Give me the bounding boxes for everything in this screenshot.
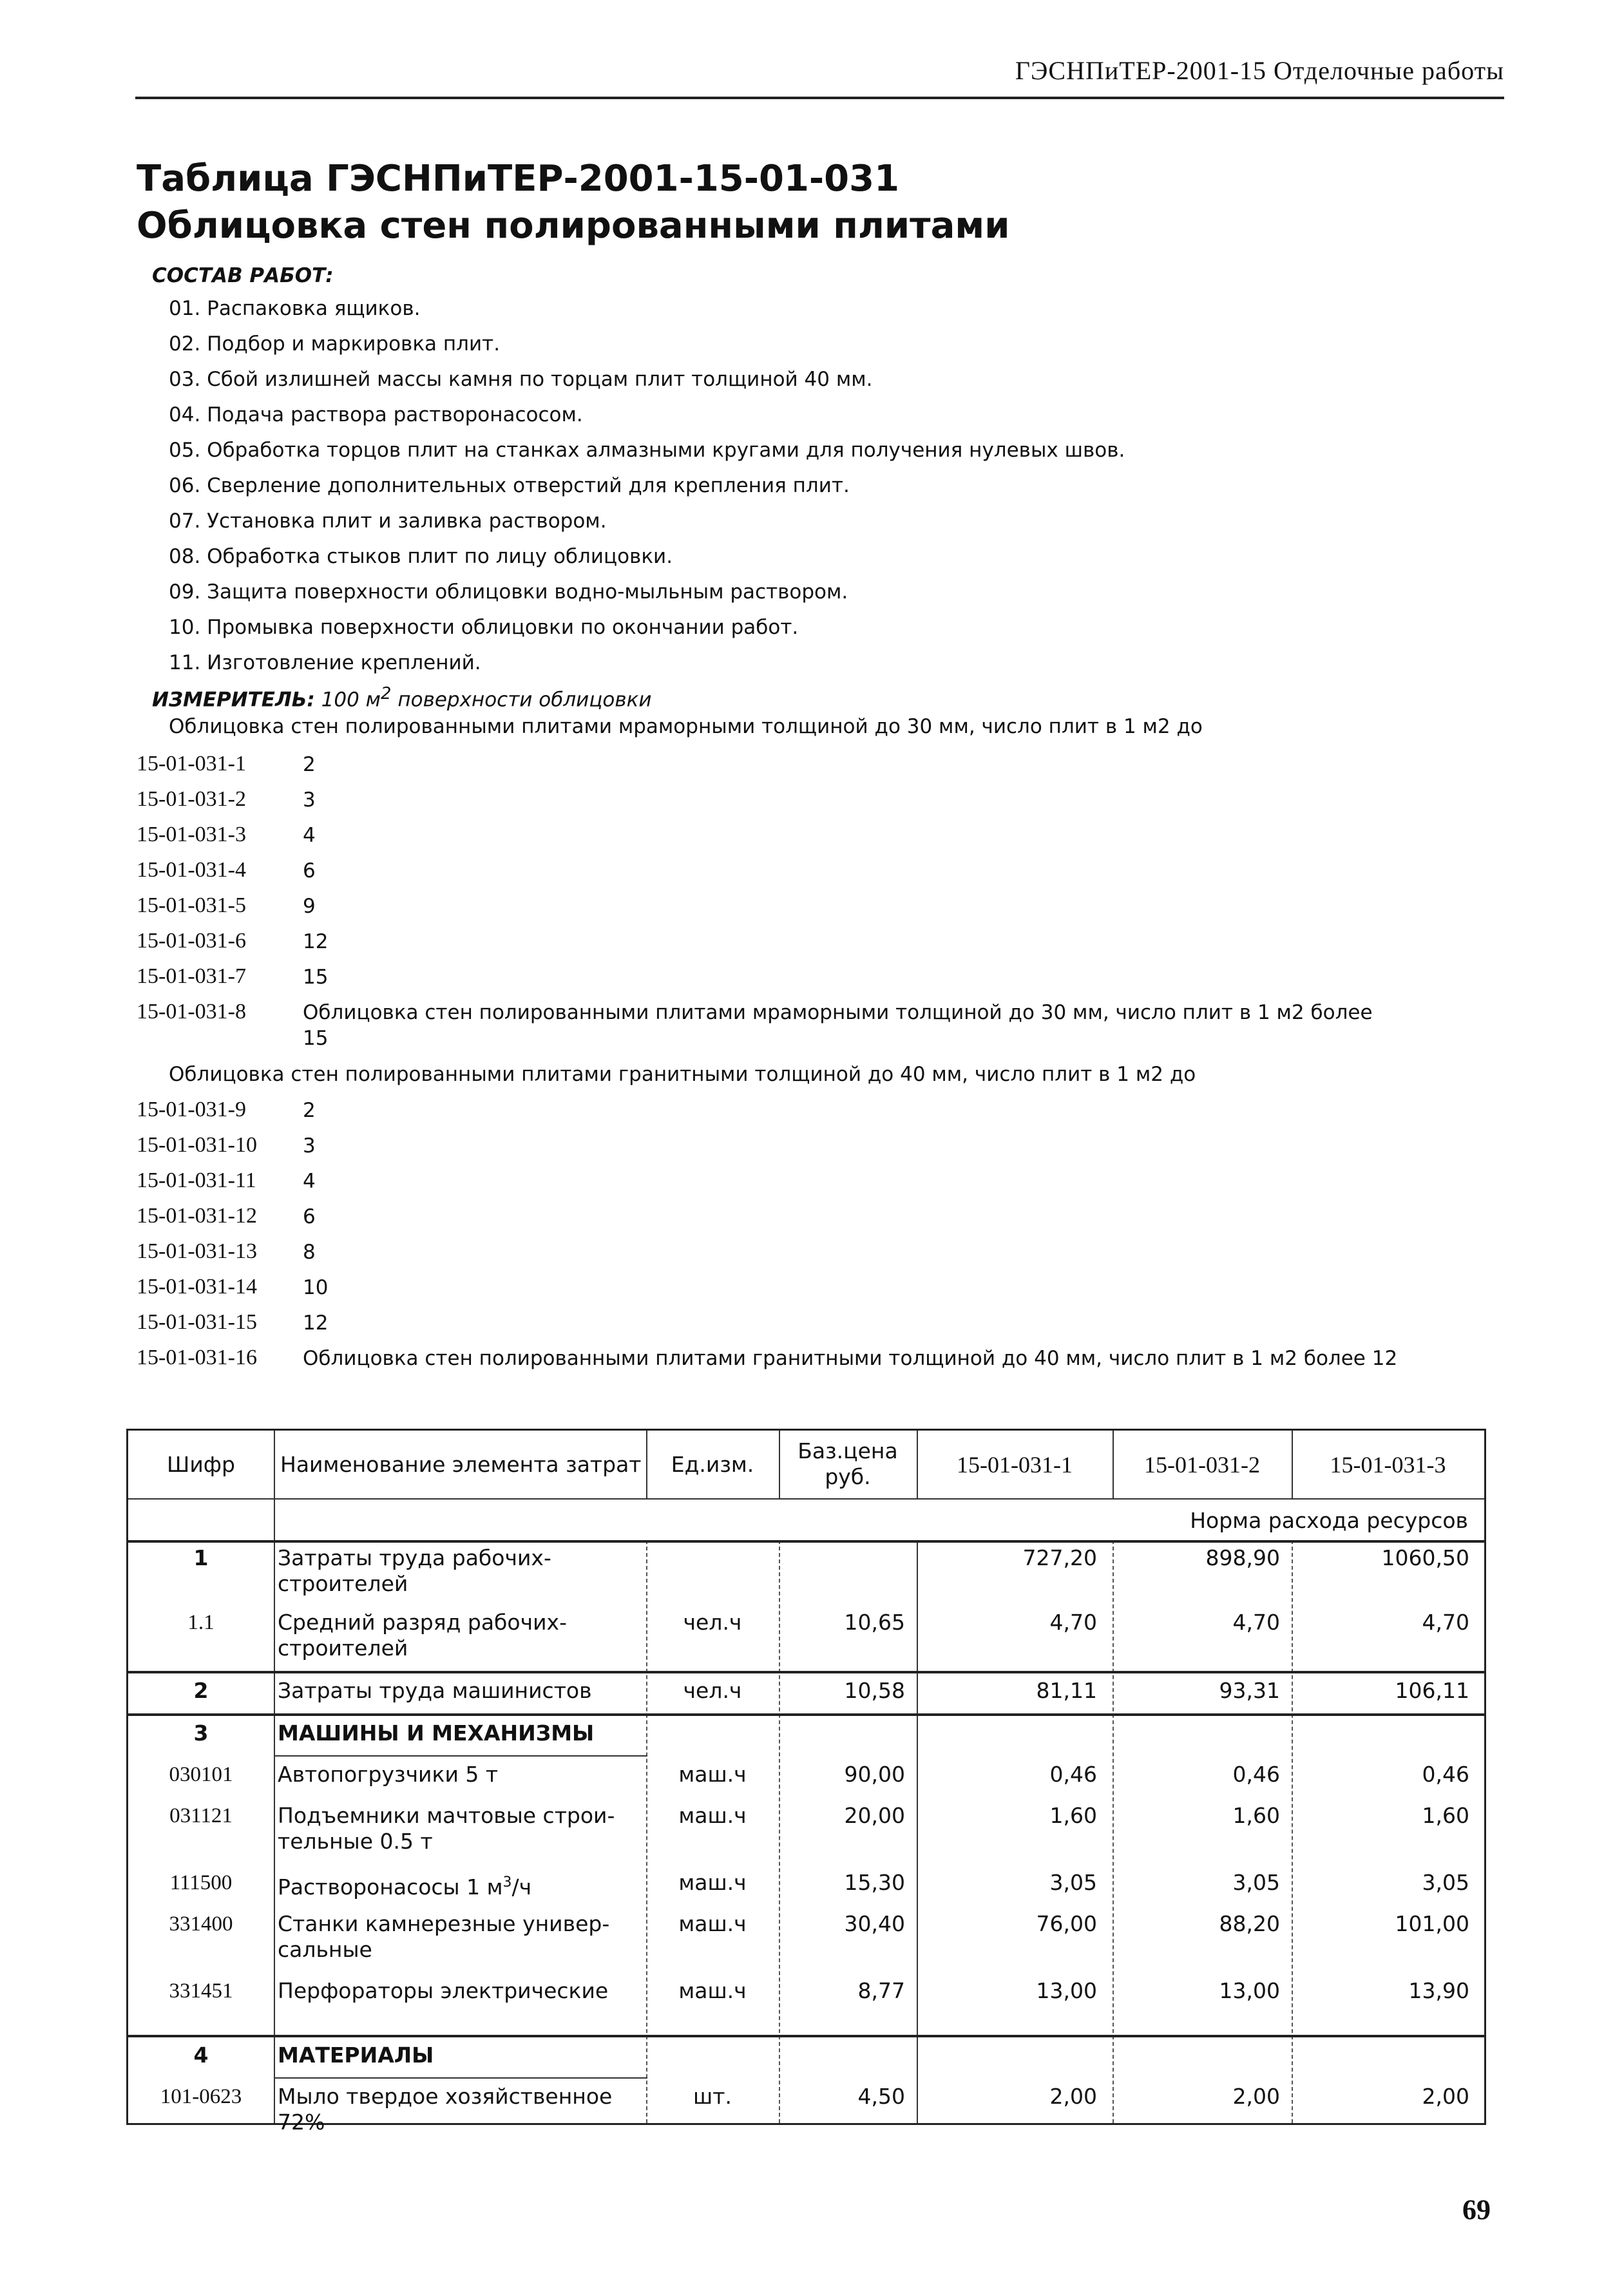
variant-code: 15-01-031-6 xyxy=(137,929,246,953)
variant-description xyxy=(303,1000,1373,1051)
row-value-1: 81,11 xyxy=(1036,1678,1097,1703)
column-divider xyxy=(274,1431,275,2123)
row-value-3: 106,11 xyxy=(1395,1678,1469,1703)
row-unit: маш.ч xyxy=(678,1870,747,1895)
row-divider xyxy=(274,2077,647,2079)
row-value-2: 13,00 xyxy=(1219,1978,1280,2003)
header-col-2: 15-01-031-2 xyxy=(1144,1452,1260,1478)
row-unit: маш.ч xyxy=(678,1911,747,1936)
row-name-sup: 3 xyxy=(502,1874,512,1891)
header-col-1: 15-01-031-1 xyxy=(957,1452,1073,1478)
variant-value: 3 xyxy=(303,788,316,812)
measure-rest: поверхности облицовки xyxy=(391,688,652,712)
measure-sup: 2 xyxy=(381,684,392,703)
works-list xyxy=(169,291,1125,681)
row-value-3: 1,60 xyxy=(1422,1803,1469,1828)
variant-code: 15-01-031-15 xyxy=(137,1310,257,1334)
row-name-line: тельные 0.5 т xyxy=(278,1829,433,1854)
row-price: 4,50 xyxy=(857,2084,905,2109)
row-value-3: 101,00 xyxy=(1395,1911,1469,1936)
row-name xyxy=(278,1610,645,1661)
variant-value: 2 xyxy=(303,753,316,776)
row-unit: чел.ч xyxy=(683,1678,742,1703)
variant-code: 15-01-031-13 xyxy=(137,1239,257,1263)
variant-value: 12 xyxy=(303,930,329,953)
row-code: 031121 xyxy=(169,1804,233,1827)
variant-description: Облицовка стен полированными плитами гранитными толщиной до 40 мм, число плит в 1 м2 более 12 xyxy=(303,1347,1398,1370)
row-value-3: 0,46 xyxy=(1422,1762,1469,1787)
measure-line xyxy=(152,684,652,711)
row-value-3: 3,05 xyxy=(1422,1870,1469,1895)
row-name xyxy=(278,1911,645,1963)
table-title: Таблица ГЭСНПиТЕР-2001-15-01-031 xyxy=(137,158,900,200)
row-name xyxy=(278,1545,645,1597)
row-name-line: строителей xyxy=(278,1571,408,1596)
header-code: Шифр xyxy=(167,1452,235,1477)
row-price: 90,00 xyxy=(844,1762,905,1787)
row-value-2: 4,70 xyxy=(1232,1610,1280,1635)
section-code: 4 xyxy=(193,2043,209,2068)
variant-code: 15-01-031-8 xyxy=(137,1000,246,1024)
row-name-line: Мыло твердое хозяйственное xyxy=(278,2084,613,2109)
variant-code: 15-01-031-5 xyxy=(137,893,246,917)
row-name-rest: /ч xyxy=(511,1874,532,1900)
variant-code: 15-01-031-2 xyxy=(137,787,246,811)
variant-code: 15-01-031-7 xyxy=(137,964,246,988)
variant-value: 9 xyxy=(303,895,316,918)
row-unit: маш.ч xyxy=(678,1762,747,1787)
works-item: 06. Сверление дополнительных отверстий для крепления плит. xyxy=(169,474,850,497)
works-item: 11. Изготовление креплений. xyxy=(169,651,481,674)
header-col-3: 15-01-031-3 xyxy=(1330,1452,1446,1478)
header-name: Наименование элемента затрат xyxy=(280,1452,642,1477)
row-value-2: 898,90 xyxy=(1205,1545,1280,1570)
row-value-1: 0,46 xyxy=(1049,1762,1097,1787)
variant-value: 8 xyxy=(303,1241,316,1264)
row-value-2: 88,20 xyxy=(1219,1911,1280,1936)
row-divider xyxy=(274,1755,647,1757)
works-item: 05. Обработка торцов плит на станках алмазными кругами для получения нулевых швов. xyxy=(169,439,1125,462)
granite-heading: Облицовка стен полированными плитами гранитными толщиной до 40 мм, число плит в 1 м2 до xyxy=(169,1063,1196,1086)
variant-code: 15-01-031-16 xyxy=(137,1346,257,1369)
running-header xyxy=(135,52,1504,99)
variant-code: 15-01-031-3 xyxy=(137,823,246,846)
works-item: 01. Распаковка ящиков. xyxy=(169,297,421,320)
row-name: Затраты труда машинистов xyxy=(278,1678,592,1703)
row-value-3: 13,90 xyxy=(1408,1978,1469,2003)
row-value-3: 1060,50 xyxy=(1381,1545,1469,1570)
variant-value: 10 xyxy=(303,1276,329,1299)
marble-heading: Облицовка стен полированными плитами мраморными толщиной до 30 мм, число плит в 1 м2 до xyxy=(169,715,1203,738)
row-value-1: 4,70 xyxy=(1049,1610,1097,1635)
row-value-1: 3,05 xyxy=(1049,1870,1097,1895)
works-item: 08. Обработка стыков плит по лицу облицовки. xyxy=(169,545,673,568)
row-name: Автопогрузчики 5 т xyxy=(278,1762,499,1787)
row-divider xyxy=(128,2035,1484,2037)
row-name-line: Затраты труда рабочих- xyxy=(278,1545,551,1570)
header-price-line1: Баз.цена xyxy=(798,1438,898,1463)
works-item: 03. Сбой излишней массы камня по торцам плит толщиной 40 мм. xyxy=(169,368,873,391)
works-label: СОСТАВ РАБОТ: xyxy=(152,264,334,287)
row-value-2: 3,05 xyxy=(1232,1870,1280,1895)
measure-value: 100 м xyxy=(321,688,381,712)
variant-description-line1: Облицовка стен полированными плитами мраморными толщиной до 30 мм, число плит в 1 м2 более xyxy=(303,1001,1373,1024)
row-value-2: 93,31 xyxy=(1219,1678,1280,1703)
works-item: 07. Установка плит и заливка раствором. xyxy=(169,510,607,533)
row-value-3: 4,70 xyxy=(1422,1610,1469,1635)
works-item: 04. Подача раствора растворонасосом. xyxy=(169,403,583,426)
row-price: 30,40 xyxy=(844,1911,905,1936)
row-divider xyxy=(128,1713,1484,1716)
header-price-line2: руб. xyxy=(825,1464,871,1489)
variant-value: 4 xyxy=(303,824,316,847)
row-value-2: 2,00 xyxy=(1232,2084,1280,2109)
row-code: 1.1 xyxy=(187,1611,215,1634)
row-name-line: Средний разряд рабочих- xyxy=(278,1610,567,1635)
row-unit: маш.ч xyxy=(678,1803,747,1828)
row-value-1: 727,20 xyxy=(1022,1545,1097,1570)
row-code: 1 xyxy=(193,1545,209,1570)
section-title: МАШИНЫ И МЕХАНИЗМЫ xyxy=(278,1720,595,1746)
row-value-1: 13,00 xyxy=(1036,1978,1097,2003)
row-name-line: строителей xyxy=(278,1635,408,1661)
row-value-1: 1,60 xyxy=(1049,1803,1097,1828)
row-price: 15,30 xyxy=(844,1870,905,1895)
row-price: 10,58 xyxy=(844,1678,905,1703)
norm-label: Норма расхода ресурсов xyxy=(1190,1508,1468,1533)
variant-code: 15-01-031-12 xyxy=(137,1204,257,1228)
row-value-1: 2,00 xyxy=(1049,2084,1097,2109)
row-value-1: 76,00 xyxy=(1036,1911,1097,1936)
row-divider xyxy=(128,1498,1484,1500)
variant-value: 4 xyxy=(303,1170,316,1193)
row-name xyxy=(278,2084,645,2135)
variant-code: 15-01-031-4 xyxy=(137,858,246,882)
measure-label: ИЗМЕРИТЕЛЬ: xyxy=(152,688,315,712)
variant-value: 6 xyxy=(303,1205,316,1228)
variant-code: 15-01-031-9 xyxy=(137,1098,246,1121)
row-value-3: 2,00 xyxy=(1422,2084,1469,2109)
row-code: 111500 xyxy=(169,1871,233,1894)
row-name-text: Растворонасосы 1 м xyxy=(278,1874,503,1900)
row-name-line: 72% xyxy=(278,2110,325,2135)
row-name-line: Подъемники мачтовые строи- xyxy=(278,1803,615,1828)
row-unit: шт. xyxy=(693,2084,732,2109)
row-name-line: сальные xyxy=(278,1937,372,1962)
row-value-2: 1,60 xyxy=(1232,1803,1280,1828)
header-unit: Ед.изм. xyxy=(671,1452,754,1477)
row-name: Перфораторы электрические xyxy=(278,1978,609,2003)
row-price: 8,77 xyxy=(857,1978,905,2003)
works-item: 09. Защита поверхности облицовки водно-мыльным раствором. xyxy=(169,580,848,604)
row-code: 030101 xyxy=(169,1763,233,1786)
running-title: ГЭСНПиТЕР-2001-15 Отделочные работы xyxy=(1015,56,1504,85)
row-code: 101-0623 xyxy=(160,2085,242,2108)
works-item: 02. Подбор и маркировка плит. xyxy=(169,332,501,356)
row-value-2: 0,46 xyxy=(1232,1762,1280,1787)
header-price xyxy=(779,1438,917,1490)
section-title: МАТЕРИАЛЫ xyxy=(278,2043,434,2068)
variant-description-line2: 15 xyxy=(303,1027,329,1050)
table-subtitle: Облицовка стен полированными плитами xyxy=(137,205,1010,247)
row-code: 2 xyxy=(193,1678,209,1703)
row-code: 331400 xyxy=(169,1912,233,1936)
variant-value: 15 xyxy=(303,966,329,989)
row-code: 331451 xyxy=(169,1979,233,2003)
row-divider xyxy=(128,1540,1484,1543)
variant-value: 12 xyxy=(303,1311,329,1335)
row-price: 20,00 xyxy=(844,1803,905,1828)
row-price: 10,65 xyxy=(844,1610,905,1635)
page-number: 69 xyxy=(1462,2194,1491,2225)
variant-code: 15-01-031-1 xyxy=(137,752,246,776)
resources-table xyxy=(126,1429,1486,2135)
works-item: 10. Промывка поверхности облицовки по окончании работ. xyxy=(169,616,799,639)
variant-value: 3 xyxy=(303,1134,316,1158)
row-name xyxy=(278,1803,645,1854)
variant-value: 6 xyxy=(303,859,316,882)
variant-value: 2 xyxy=(303,1099,316,1122)
section-code: 3 xyxy=(193,1720,209,1746)
row-name-line: Станки камнерезные универ- xyxy=(278,1911,610,1936)
row-divider xyxy=(128,1671,1484,1673)
variant-code: 15-01-031-11 xyxy=(137,1168,256,1192)
variant-code: 15-01-031-14 xyxy=(137,1275,257,1299)
variant-code: 15-01-031-10 xyxy=(137,1133,257,1157)
row-name xyxy=(278,1870,645,1900)
row-unit: маш.ч xyxy=(678,1978,747,2003)
row-unit: чел.ч xyxy=(683,1610,742,1635)
